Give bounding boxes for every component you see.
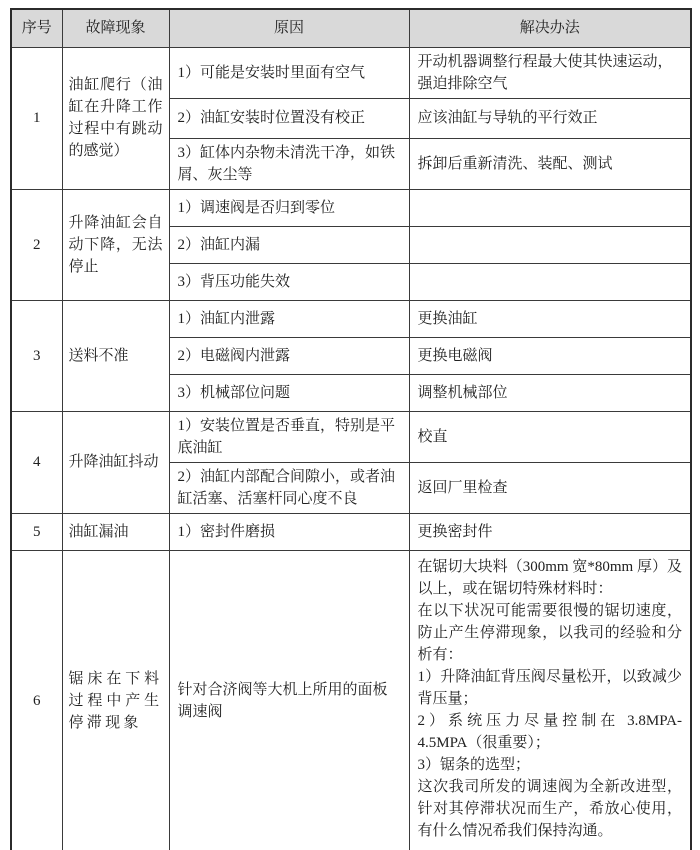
cause-cell: 2）油缸内部配合间隙小，或者油缸活塞、活塞杆同心度不良 <box>169 462 409 513</box>
solution-cell: 更换密封件 <box>409 513 691 550</box>
solution-cell <box>409 263 691 300</box>
solution-line: 在锯切大块料（300mm 宽*80mm 厚）及以上，或在锯切特殊材料时： <box>417 558 682 597</box>
table-row <box>11 513 691 550</box>
solution-cell: 开动机器调整行程最大使其快速运动，强迫排除空气 <box>409 47 691 98</box>
phenomenon-cell: 油缸漏油 <box>62 513 169 550</box>
table-row <box>11 550 691 850</box>
solution-line: 1）升降油缸背压阀尽量松开，以致减少背压量； <box>417 668 682 707</box>
cause-cell: 2）油缸安装时位置没有校正 <box>169 98 409 138</box>
solution-line: 2）系统压力尽量控制在 3.8MPA-4.5MPA（很重要）； <box>417 712 682 751</box>
phenomenon-cell: 锯床在下料过程中产生停滞现象 <box>62 550 169 850</box>
phenomenon-cell: 升降油缸抖动 <box>62 411 169 513</box>
cause-cell: 1）密封件磨损 <box>169 513 409 550</box>
row-index-cell: 3 <box>11 300 62 411</box>
col-header-cause: 原因 <box>169 9 409 47</box>
phenomenon-cell: 油缸爬行（油缸在升降工作过程中有跳动的感觉） <box>62 47 169 189</box>
row-index-cell: 6 <box>11 550 62 850</box>
col-header-phenomenon: 故障现象 <box>62 9 169 47</box>
solution-cell <box>409 226 691 263</box>
table-row <box>11 47 691 98</box>
row-index-cell: 2 <box>11 189 62 300</box>
cause-cell: 3）缸体内杂物未清洗干净，如铁屑、灰尘等 <box>169 138 409 189</box>
table-row <box>11 300 691 337</box>
row-index-cell: 1 <box>11 47 62 189</box>
solution-cell: 应该油缸与导轨的平行效正 <box>409 98 691 138</box>
col-header-solution: 解决办法 <box>409 9 691 47</box>
row-index-cell: 5 <box>11 513 62 550</box>
cause-cell: 1）调速阀是否归到零位 <box>169 189 409 226</box>
phenomenon-cell: 送料不准 <box>62 300 169 411</box>
table-row <box>11 189 691 226</box>
solution-cell: 更换油缸 <box>409 300 691 337</box>
cause-cell: 3）机械部位问题 <box>169 374 409 411</box>
solution-line: 在以下状况可能需要很慢的锯切速度，防止产生停滞现象，以我司的经验和分析有： <box>417 602 682 663</box>
solution-line: 3）锯条的选型； <box>417 756 531 773</box>
col-header-index: 序号 <box>11 9 62 47</box>
solution-cell: 校直 <box>409 411 691 462</box>
cause-cell: 2）电磁阀内泄露 <box>169 337 409 374</box>
row-index-cell: 4 <box>11 411 62 513</box>
troubleshooting-table <box>10 8 692 850</box>
cause-cell: 1）油缸内泄露 <box>169 300 409 337</box>
cause-cell: 1）安装位置是否垂直，特别是平底油缸 <box>169 411 409 462</box>
solution-cell: 返回厂里检查 <box>409 462 691 513</box>
cause-cell: 3）背压功能失效 <box>169 263 409 300</box>
phenomenon-cell: 升降油缸会自动下降，无法停止 <box>62 189 169 300</box>
solution-cell <box>409 550 691 850</box>
cause-cell: 针对合济阀等大机上所用的面板调速阀 <box>169 550 409 850</box>
solution-cell: 拆卸后重新清洗、装配、测试 <box>409 138 691 189</box>
cause-cell: 1）可能是安装时里面有空气 <box>169 47 409 98</box>
table-row <box>11 411 691 462</box>
solution-cell: 更换电磁阀 <box>409 337 691 374</box>
solution-line: 这次我司所发的调速阀为全新改进型，针对其停滞状况而生产，希放心使用，有什么情况希我们保持沟通。 <box>417 778 682 839</box>
solution-cell <box>409 189 691 226</box>
solution-cell: 调整机械部位 <box>409 374 691 411</box>
header-row <box>11 9 691 47</box>
cause-cell: 2）油缸内漏 <box>169 226 409 263</box>
